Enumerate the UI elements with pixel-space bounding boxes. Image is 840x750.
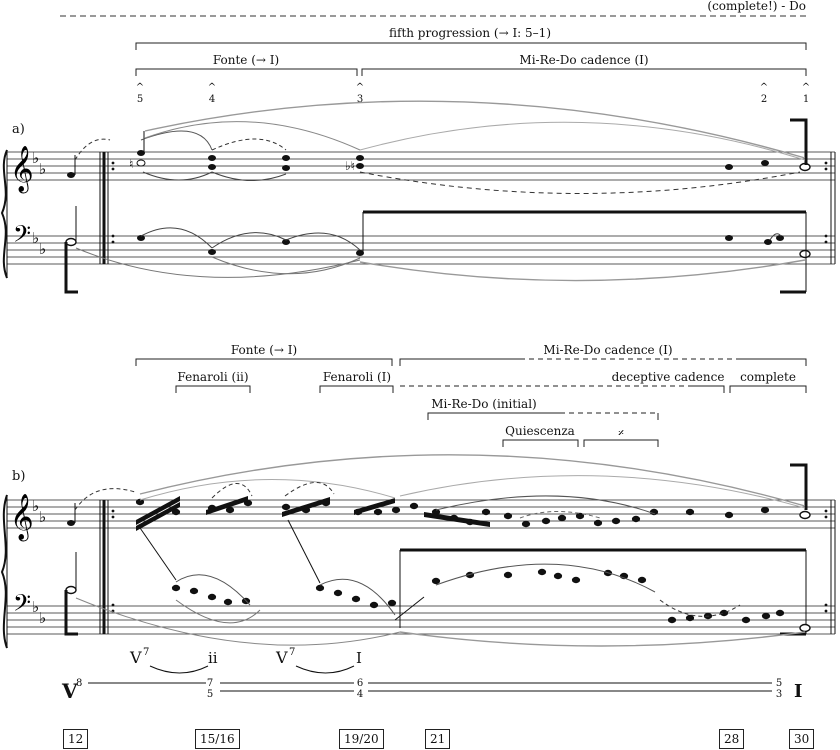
fig-53-top: 5 [775,678,783,689]
fonte-bracket-a [136,69,357,76]
note-head [208,594,215,599]
notes-b-treble [67,455,810,531]
repeat-barline-a-end [825,152,835,264]
note-head [392,507,399,512]
fenaroli-i-label: Fenaroli (I) [322,370,392,384]
note-head [725,512,732,517]
svg-text:♭♮: ♭♮ [345,159,355,173]
fenaroli-ii-label: Fenaroli (ii) [177,370,249,384]
note-head [432,578,439,583]
degree-2: 2 [760,94,768,105]
fenaroli-i-bracket [320,386,393,393]
v7-sup-b: 7 [289,647,296,658]
note-head [334,590,341,595]
deceptive-cadence-label: deceptive cadence [611,370,725,384]
v7-sup-a: 7 [143,647,150,658]
fonte-label-b: Fonte (→ I) [230,343,298,357]
note-head [172,585,179,590]
cadence-bracket-a [362,69,806,76]
note-head [542,518,549,523]
i-numeral-mid: I [356,649,362,667]
complete-bracket [730,386,806,393]
measure-repeat-icon: 𝄎 [618,426,624,440]
fig-64-top: 6 [356,678,364,689]
svg-text:♭: ♭ [39,240,47,258]
svg-text:^: ^ [135,82,145,93]
note-head [612,518,619,523]
cadence-bracket-b-end [740,359,806,366]
complete-do-label: (complete!) - Do [707,0,806,13]
svg-text:♮: ♮ [129,157,134,171]
bass-clef-icon: 𝄢 [13,220,32,253]
bass-clef-icon-b: 𝄢 [13,589,32,622]
fonte-label-a: Fonte (→ I) [212,53,280,67]
note-head [282,504,289,509]
note-head [504,572,511,577]
bass-staff-b [7,606,835,634]
note-head [761,507,768,512]
complete-label: complete [740,370,796,384]
v7-numeral-a: V [130,648,142,667]
v7-numeral-b: V [276,648,288,667]
initial-label: Mi-Re-Do (initial) [431,397,537,411]
treble-staff-b [7,500,835,528]
measure-box: 30 [789,729,814,749]
measure-box: 28 [719,729,744,749]
note-head [504,513,511,518]
note-head [316,585,323,590]
v-low-sup: 8 [76,678,83,689]
svg-text:^: ^ [355,82,365,93]
fig-53-bot: 3 [775,689,783,700]
repeat-barline-a-start [100,152,114,264]
cadence-label-b: Mi-Re-Do cadence (I) [543,343,673,357]
cadence-bracket-b-solid [400,359,520,366]
note-head [482,509,489,514]
note-head [594,520,601,525]
fenaroli-ii-bracket [176,386,250,393]
degree-5: 5 [136,94,144,105]
scale-degrees [136,82,810,105]
note-head [410,503,417,508]
note-head [136,499,143,504]
note-head [638,577,645,582]
note-head [374,509,381,514]
degree-1: 1 [802,94,810,105]
cadence-label-a: Mi-Re-Do cadence (I) [519,53,649,67]
note-head [224,599,231,604]
note-head [572,577,579,582]
svg-text:♭: ♭ [39,160,47,178]
svg-text:♭: ♭ [32,497,40,515]
measure-box: 21 [425,729,450,749]
note-head [558,515,565,520]
svg-text:^: ^ [207,82,217,93]
note-head [742,617,749,622]
treble-clef-icon-b: 𝄞 [10,494,34,540]
note-head [632,516,639,521]
note-head [554,573,561,578]
bass-staff-a [7,236,835,264]
measure-box: 19/20 [339,729,384,749]
repeat-barline-b-end [825,500,835,634]
ii-numeral: ii [208,649,218,667]
measure-box: 12 [63,729,88,749]
repeat-barline-b-start [100,500,114,634]
fifth-progression-label: fifth progression (→ I: 5–1) [389,26,551,40]
initial-bracket [428,413,560,420]
note-head [538,569,545,574]
degree-3: 3 [356,94,364,105]
note-head [370,602,377,607]
key-signature-flat-icon [32,149,46,258]
note-head [686,509,693,514]
note-head [686,615,693,620]
quiescenza-bracket [503,440,578,447]
i-numeral-end: I [794,681,803,702]
svg-text:♭: ♭ [32,598,40,616]
note-head [668,617,675,622]
fifth-progression-bracket [136,43,806,50]
repeat-bracket [584,440,658,447]
degree-4: 4 [208,94,216,105]
v-numeral-low: V [62,679,78,703]
key-signature-flat-icon-b [32,497,46,627]
fonte-bracket-b [136,359,392,366]
svg-text:^: ^ [759,82,769,93]
system-brace-b [2,495,7,648]
measure-box: 15/16 [195,729,240,749]
fig-75-top: 7 [206,678,214,689]
fig-64-bot: 4 [356,689,364,700]
note-head [522,521,529,526]
notes-a-bass [66,206,810,292]
note-head [776,610,783,615]
system-brace-a [2,150,7,278]
svg-text:♭: ♭ [32,149,40,167]
section-a-label: a) [12,122,25,137]
treble-clef-icon: 𝄞 [10,146,34,192]
svg-text:♭: ♭ [39,508,47,526]
note-head [190,588,197,593]
note-head [226,507,233,512]
note-head [720,610,727,615]
harmonic-analysis [61,647,802,703]
section-b-label: b) [12,469,26,484]
fig-75-bot: 5 [206,689,214,700]
note-head [762,613,769,618]
deceptive-bracket [688,386,724,393]
note-head [388,600,395,605]
svg-text:♭: ♭ [39,609,47,627]
note-head [352,596,359,601]
quiescenza-label: Quiescenza [505,424,575,438]
svg-text:^: ^ [801,82,811,93]
svg-text:♭: ♭ [32,229,40,247]
